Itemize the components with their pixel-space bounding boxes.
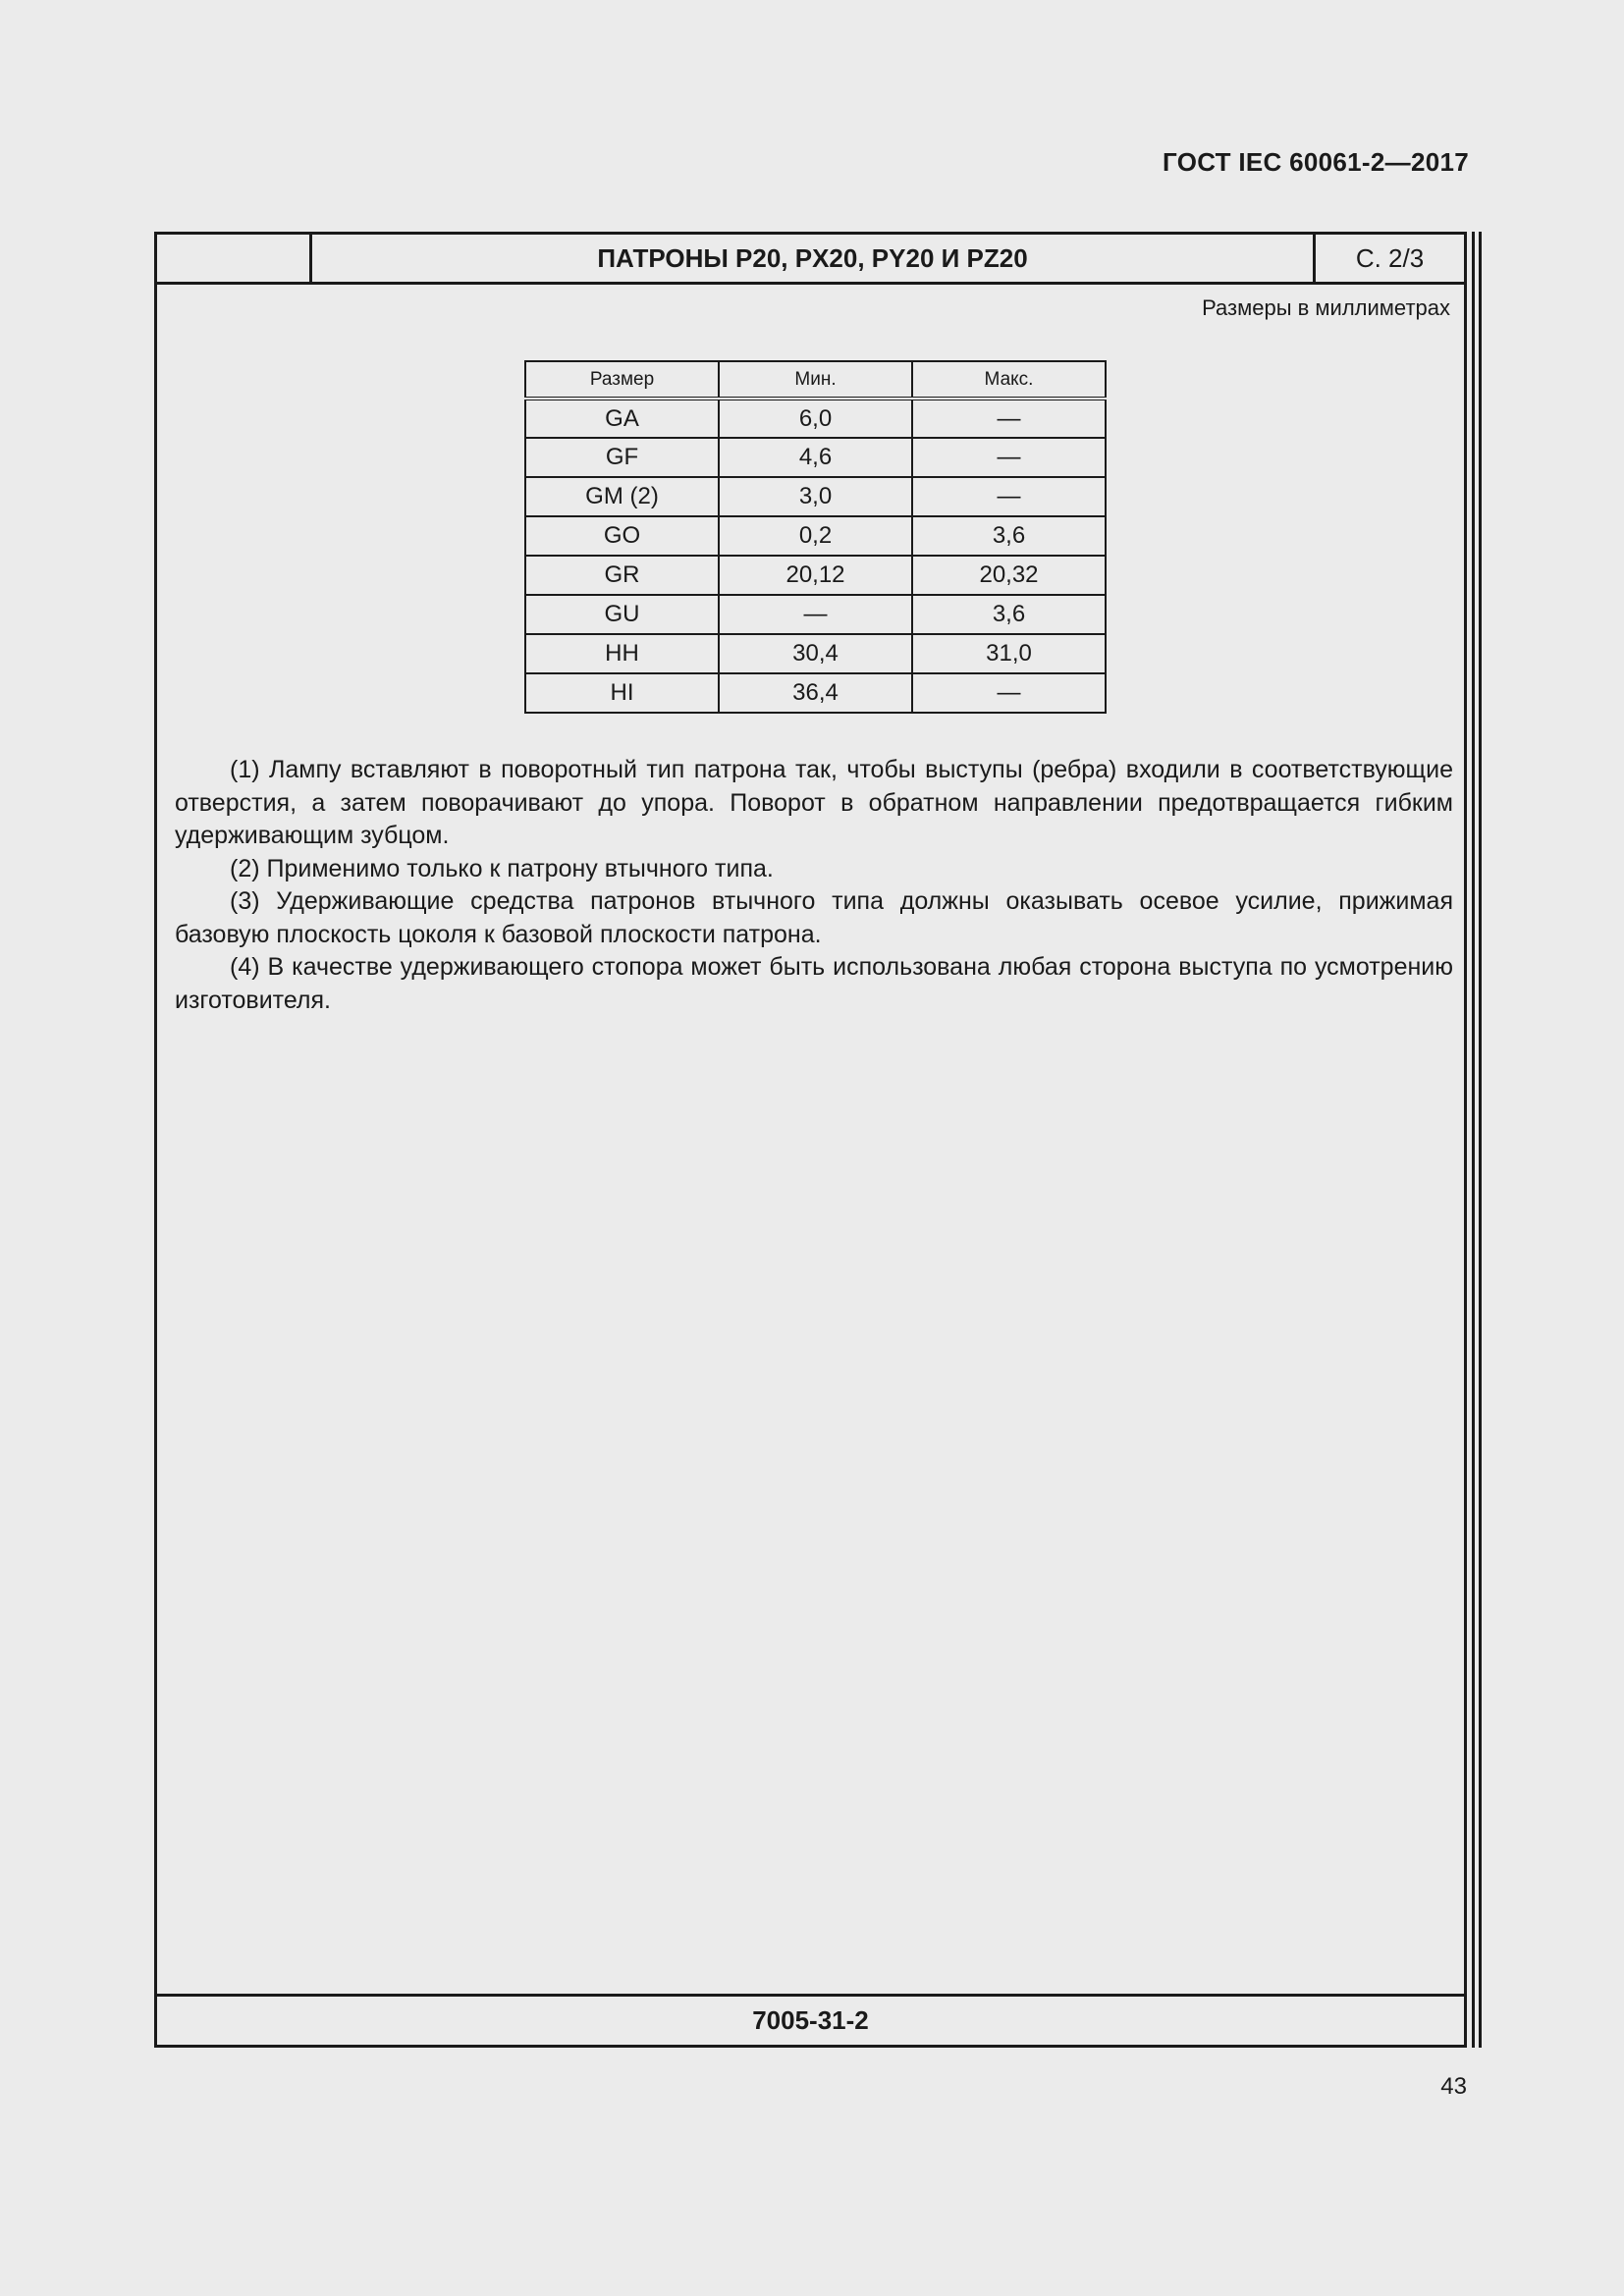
cell-max: — [912,438,1106,477]
title-blank-cell [157,235,312,282]
units-note: Размеры в миллиметрах [1202,295,1450,320]
cell-min: 4,6 [719,438,912,477]
note-1: (1) Лампу вставляют в поворотный тип патрона так, чтобы выступы (ребра) входили в соответствующие отверстия, а затем поворачивают до упора. Поворот в обратном направлении предотвращается гибким удерживающим зубцом. [175,756,1453,849]
standard-designation: ГОСТ IEC 60061-2—2017 [1163,147,1469,177]
sheet-code: 7005-31-2 [157,1994,1464,2045]
column-header-max: Макс. [912,361,1106,399]
cell-min: 36,4 [719,673,912,713]
cell-size: HI [525,673,719,713]
cell-min: 20,12 [719,556,912,595]
table-row [525,477,1106,516]
cell-max: 31,0 [912,634,1106,673]
cell-max: — [912,673,1106,713]
cell-max: 20,32 [912,556,1106,595]
cell-size: GF [525,438,719,477]
table-row [525,438,1106,477]
cell-max: 3,6 [912,516,1106,556]
cell-max: — [912,399,1106,438]
column-header-min: Мин. [719,361,912,399]
sheet-title: ПАТРОНЫ P20, PX20, PY20 И PZ20 [312,235,1316,282]
cell-size: GR [525,556,719,595]
cell-size: GU [525,595,719,634]
table-row [525,556,1106,595]
cell-min: 6,0 [719,399,912,438]
table-row [525,673,1106,713]
notes-section [175,754,1453,1017]
note-2: (2) Применимо только к патрону втычного типа. [230,854,774,882]
cell-size: GM (2) [525,477,719,516]
cell-min: 3,0 [719,477,912,516]
cell-size: GA [525,399,719,438]
cell-min: 30,4 [719,634,912,673]
table-row [525,595,1106,634]
dimensions-table [524,360,1107,714]
page-number: 43 [1440,2073,1467,2100]
frame-edge-rules [1472,232,1482,2048]
table-header-row [525,361,1106,399]
cell-max: 3,6 [912,595,1106,634]
note-3: (3) Удерживающие средства патронов втычного типа должны оказывать осевое усилие, прижимая базовую плоскость цоколя к базовой плоскости патрона. [175,887,1453,948]
table-row [525,634,1106,673]
note-4: (4) В качестве удерживающего стопора может быть использована любая сторона выступа по усмотрению изготовителя. [175,953,1453,1014]
cell-max: — [912,477,1106,516]
column-header-size: Размер [525,361,719,399]
title-block [157,235,1464,285]
sheet-frame [154,232,1467,2048]
sheet-page-ref: С. 2/3 [1355,242,1425,273]
cell-size: HH [525,634,719,673]
cell-min: 0,2 [719,516,912,556]
table-row [525,516,1106,556]
cell-min: — [719,595,912,634]
cell-size: GO [525,516,719,556]
table-row [525,399,1106,438]
